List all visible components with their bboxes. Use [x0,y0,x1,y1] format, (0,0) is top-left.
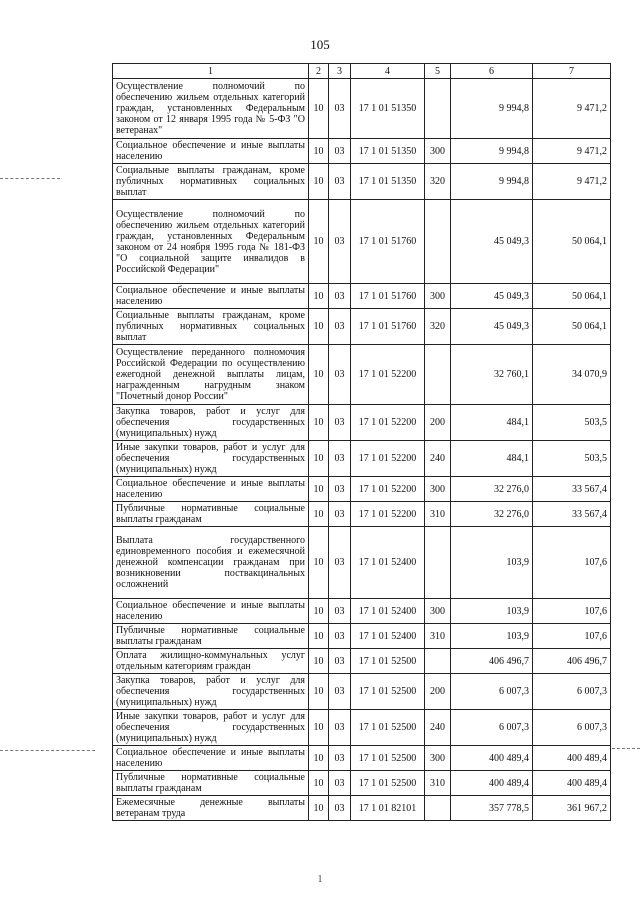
row-value-cell-c5: 310 [425,771,451,796]
column-header: 1 [113,64,309,79]
row-value-cell-c6: 32 276,0 [451,477,533,502]
row-name-cell: Осуществление полномочий по обеспечению жильем отдельных категорий граждан, установленных Федеральным законом от 12 января 1995 года № 5-ФЗ "О ветеранах" [113,79,309,139]
row-value-cell-c7: 400 489,4 [533,771,611,796]
row-value-cell-c5 [425,527,451,599]
row-value-cell-c3: 03 [329,200,351,284]
row-value-cell-c3: 03 [329,649,351,674]
row-value-cell-c7: 33 567,4 [533,477,611,502]
row-value-cell-c5 [425,345,451,405]
table-body [113,79,611,821]
row-value-cell-c6: 9 994,8 [451,79,533,139]
row-name-cell: Осуществление полномочий по обеспечению жильем отдельных категорий граждан, установленных Федеральным законом от 24 ноября 1995 года № 181-ФЗ "О социальной защите инвалидов в Российской Федерации" [113,200,309,284]
table-row [113,527,611,599]
row-value-cell-c3: 03 [329,441,351,477]
table-row [113,771,611,796]
row-value-cell-c5: 240 [425,441,451,477]
row-value-cell-c2: 10 [309,527,329,599]
row-value-cell-c7: 50 064,1 [533,284,611,309]
row-value-cell-c4: 17 1 01 52400 [351,599,425,624]
table-row [113,79,611,139]
column-header: 4 [351,64,425,79]
row-name-cell: Публичные нормативные социальные выплаты гражданам [113,624,309,649]
column-header: 3 [329,64,351,79]
row-value-cell-c2: 10 [309,771,329,796]
row-value-cell-c4: 17 1 01 52400 [351,624,425,649]
row-name-cell: Закупка товаров, работ и услуг для обеспечения государственных (муниципальных) нужд [113,405,309,441]
row-value-cell-c6: 406 496,7 [451,649,533,674]
table-row [113,599,611,624]
row-value-cell-c5: 320 [425,309,451,345]
column-header: 2 [309,64,329,79]
row-value-cell-c4: 17 1 01 51350 [351,164,425,200]
row-value-cell-c5: 310 [425,502,451,527]
page-number: 105 [310,37,330,52]
table-row [113,477,611,502]
row-value-cell-c2: 10 [309,164,329,200]
row-value-cell-c7: 107,6 [533,599,611,624]
row-value-cell-c6: 103,9 [451,599,533,624]
row-value-cell-c6: 484,1 [451,441,533,477]
row-value-cell-c7: 50 064,1 [533,200,611,284]
row-value-cell-c5: 300 [425,599,451,624]
row-value-cell-c3: 03 [329,674,351,710]
row-value-cell-c3: 03 [329,502,351,527]
row-value-cell-c5: 300 [425,746,451,771]
row-value-cell-c2: 10 [309,796,329,821]
row-value-cell-c2: 10 [309,309,329,345]
row-value-cell-c7: 33 567,4 [533,502,611,527]
row-value-cell-c5 [425,796,451,821]
row-value-cell-c5 [425,79,451,139]
row-value-cell-c2: 10 [309,200,329,284]
row-value-cell-c5: 240 [425,710,451,746]
row-value-cell-c6: 32 276,0 [451,502,533,527]
scan-artifact-dash [0,178,60,179]
row-value-cell-c3: 03 [329,405,351,441]
row-value-cell-c4: 17 1 01 82101 [351,796,425,821]
row-value-cell-c2: 10 [309,674,329,710]
row-value-cell-c7: 9 471,2 [533,164,611,200]
row-name-cell: Социальное обеспечение и иные выплаты населению [113,284,309,309]
row-name-cell: Осуществление переданного полномочия Российской Федерации по осуществлению ежегодной денежной выплаты лицам, награжденным нагрудным знаком "Почетный донор России" [113,345,309,405]
row-value-cell-c3: 03 [329,746,351,771]
row-name-cell: Выплата государственного единовременного пособия и ежемесячной денежной компенсации гражданам при возникновении поствакцинальных осложнений [113,527,309,599]
row-value-cell-c2: 10 [309,345,329,405]
table-row [113,796,611,821]
scan-artifact-dash [0,750,95,751]
row-value-cell-c6: 400 489,4 [451,746,533,771]
row-value-cell-c5: 310 [425,624,451,649]
row-value-cell-c3: 03 [329,139,351,164]
row-value-cell-c4: 17 1 01 52200 [351,477,425,502]
scan-artifact-dash [612,748,640,749]
row-value-cell-c7: 34 070,9 [533,345,611,405]
row-value-cell-c7: 107,6 [533,527,611,599]
table-header-row [113,64,611,79]
row-value-cell-c2: 10 [309,139,329,164]
row-value-cell-c6: 484,1 [451,405,533,441]
row-value-cell-c4: 17 1 01 52500 [351,649,425,674]
table-row [113,164,611,200]
row-value-cell-c2: 10 [309,284,329,309]
row-value-cell-c6: 103,9 [451,624,533,649]
row-value-cell-c5: 200 [425,674,451,710]
row-value-cell-c3: 03 [329,796,351,821]
row-name-cell: Социальное обеспечение и иные выплаты населению [113,599,309,624]
row-value-cell-c3: 03 [329,164,351,200]
row-value-cell-c7: 50 064,1 [533,309,611,345]
row-value-cell-c7: 6 007,3 [533,674,611,710]
row-value-cell-c3: 03 [329,477,351,502]
budget-table [112,63,611,821]
table-row [113,309,611,345]
row-value-cell-c4: 17 1 01 51350 [351,79,425,139]
row-value-cell-c7: 400 489,4 [533,746,611,771]
table-row [113,345,611,405]
row-value-cell-c5: 200 [425,405,451,441]
row-name-cell: Социальные выплаты гражданам, кроме публичных нормативных социальных выплат [113,164,309,200]
row-name-cell: Публичные нормативные социальные выплаты гражданам [113,502,309,527]
row-value-cell-c4: 17 1 01 52500 [351,746,425,771]
table-row [113,649,611,674]
column-header: 5 [425,64,451,79]
row-value-cell-c2: 10 [309,599,329,624]
table-row [113,139,611,164]
row-name-cell: Иные закупки товаров, работ и услуг для обеспечения государственных (муниципальных) нужд [113,710,309,746]
row-value-cell-c3: 03 [329,710,351,746]
row-value-cell-c6: 9 994,8 [451,139,533,164]
row-name-cell: Оплата жилищно-коммунальных услуг отдельным категориям граждан [113,649,309,674]
row-value-cell-c3: 03 [329,345,351,405]
row-value-cell-c4: 17 1 01 51350 [351,139,425,164]
column-header: 7 [533,64,611,79]
row-value-cell-c4: 17 1 01 52500 [351,710,425,746]
row-value-cell-c3: 03 [329,79,351,139]
row-name-cell: Социальное обеспечение и иные выплаты населению [113,139,309,164]
row-value-cell-c5: 320 [425,164,451,200]
row-name-cell: Закупка товаров, работ и услуг для обеспечения государственных (муниципальных) нужд [113,674,309,710]
row-value-cell-c2: 10 [309,624,329,649]
row-value-cell-c5: 300 [425,477,451,502]
row-value-cell-c5: 300 [425,284,451,309]
row-value-cell-c2: 10 [309,710,329,746]
row-value-cell-c4: 17 1 01 51760 [351,284,425,309]
row-value-cell-c3: 03 [329,624,351,649]
row-name-cell: Социальные выплаты гражданам, кроме публичных нормативных социальных выплат [113,309,309,345]
row-value-cell-c6: 357 778,5 [451,796,533,821]
row-value-cell-c4: 17 1 01 51760 [351,200,425,284]
row-value-cell-c6: 45 049,3 [451,200,533,284]
row-value-cell-c7: 406 496,7 [533,649,611,674]
table-row [113,284,611,309]
row-value-cell-c6: 6 007,3 [451,674,533,710]
row-value-cell-c4: 17 1 01 52500 [351,674,425,710]
row-name-cell: Социальное обеспечение и иные выплаты населению [113,746,309,771]
row-value-cell-c5: 300 [425,139,451,164]
row-value-cell-c7: 503,5 [533,405,611,441]
row-value-cell-c2: 10 [309,405,329,441]
row-name-cell: Иные закупки товаров, работ и услуг для обеспечения государственных (муниципальных) нужд [113,441,309,477]
row-value-cell-c6: 45 049,3 [451,309,533,345]
row-value-cell-c5 [425,649,451,674]
table-row [113,624,611,649]
row-value-cell-c7: 107,6 [533,624,611,649]
row-value-cell-c4: 17 1 01 52500 [351,771,425,796]
row-value-cell-c2: 10 [309,649,329,674]
row-value-cell-c4: 17 1 01 51760 [351,309,425,345]
footer-mark: 1 [317,874,323,885]
column-header: 6 [451,64,533,79]
row-value-cell-c4: 17 1 01 52400 [351,527,425,599]
row-value-cell-c6: 45 049,3 [451,284,533,309]
row-value-cell-c6: 6 007,3 [451,710,533,746]
row-value-cell-c7: 9 471,2 [533,139,611,164]
row-value-cell-c3: 03 [329,771,351,796]
table-row [113,746,611,771]
table-row [113,405,611,441]
row-value-cell-c2: 10 [309,441,329,477]
row-value-cell-c2: 10 [309,502,329,527]
row-value-cell-c4: 17 1 01 52200 [351,441,425,477]
table-row [113,710,611,746]
row-value-cell-c3: 03 [329,284,351,309]
row-value-cell-c4: 17 1 01 52200 [351,502,425,527]
row-value-cell-c2: 10 [309,746,329,771]
row-value-cell-c7: 9 471,2 [533,79,611,139]
row-name-cell: Ежемесячные денежные выплаты ветеранам труда [113,796,309,821]
row-value-cell-c4: 17 1 01 52200 [351,345,425,405]
row-value-cell-c6: 32 760,1 [451,345,533,405]
row-name-cell: Социальное обеспечение и иные выплаты населению [113,477,309,502]
row-value-cell-c3: 03 [329,309,351,345]
row-value-cell-c6: 9 994,8 [451,164,533,200]
row-value-cell-c5 [425,200,451,284]
table-row [113,200,611,284]
row-value-cell-c7: 361 967,2 [533,796,611,821]
row-name-cell: Публичные нормативные социальные выплаты гражданам [113,771,309,796]
table-row [113,502,611,527]
table-row [113,674,611,710]
row-value-cell-c7: 6 007,3 [533,710,611,746]
row-value-cell-c4: 17 1 01 52200 [351,405,425,441]
row-value-cell-c6: 400 489,4 [451,771,533,796]
row-value-cell-c2: 10 [309,477,329,502]
table-row [113,441,611,477]
row-value-cell-c3: 03 [329,527,351,599]
row-value-cell-c7: 503,5 [533,441,611,477]
row-value-cell-c6: 103,9 [451,527,533,599]
row-value-cell-c3: 03 [329,599,351,624]
row-value-cell-c2: 10 [309,79,329,139]
